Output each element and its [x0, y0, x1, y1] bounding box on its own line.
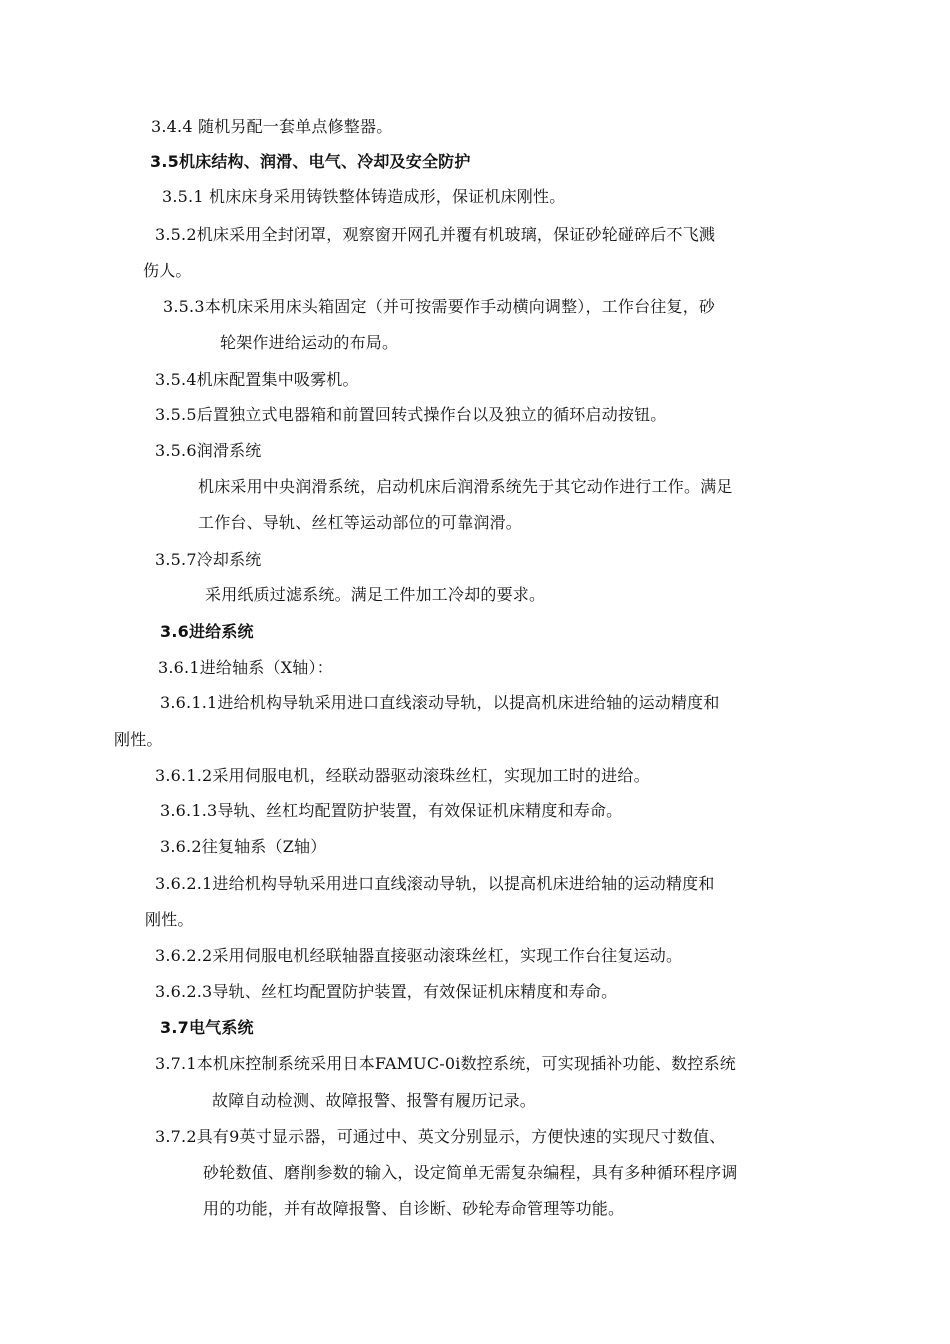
section-heading: 3.6进给系统	[160, 622, 254, 641]
section-heading: 3.5机床结构、润滑、电气、冷却及安全防护	[150, 152, 471, 171]
text-line: 3.5.2机床采用全封闭罩，观察窗开网孔并覆有机玻璃，保证砂轮碰碎后不飞溅	[155, 225, 716, 244]
text-line: 砂轮数值、磨削参数的输入，设定简单无需复杂编程，具有多种循环程序调	[203, 1163, 738, 1182]
text-line: 3.6.1.1进给机构导轨采用进口直线滚动导轨，以提高机床进给轴的运动精度和	[160, 693, 720, 712]
text-line: 3.6.1进给轴系（X轴）：	[158, 658, 333, 677]
text-line: 3.7.2具有9英寸显示器，可通过中、英文分别显示，方便快速的实现尺寸数值、	[155, 1127, 726, 1146]
text-line: 3.5.5后置独立式电器箱和前置回转式操作台以及独立的循环启动按钮。	[155, 405, 667, 424]
text-line: 采用纸质过滤系统。满足工件加工冷却的要求。	[205, 585, 546, 604]
text-line: 3.6.1.3导轨、丝杠均配置防护装置，有效保证机床精度和寿命。	[160, 801, 623, 820]
text-line: 刚性。	[114, 730, 163, 749]
text-line: 机床采用中央润滑系统，启动机床后润滑系统先于其它动作进行工作。满足	[198, 477, 733, 496]
text-line: 3.5.4机床配置集中吸雾机。	[155, 370, 359, 389]
text-line: 轮架作进给运动的布局。	[220, 333, 399, 352]
text-line: 3.5.6润滑系统	[155, 441, 262, 460]
text-line: 故障自动检测、故障报警、报警有履历记录。	[212, 1091, 537, 1110]
section-heading: 3.7电气系统	[160, 1018, 254, 1037]
text-line: 3.5.1 机床床身采用铸铁整体铸造成形，保证机床刚性。	[162, 187, 566, 206]
text-line: 3.6.2.1进给机构导轨采用进口直线滚动导轨，以提高机床进给轴的运动精度和	[155, 874, 715, 893]
text-line: 刚性。	[145, 910, 194, 929]
text-line: 3.5.7冷却系统	[155, 550, 262, 569]
text-line: 用的功能，并有故障报警、自诊断、砂轮寿命管理等功能。	[203, 1199, 625, 1218]
text-line: 工作台、导轨、丝杠等运动部位的可靠润滑。	[198, 513, 523, 532]
text-line: 3.4.4 随机另配一套单点修整器。	[151, 117, 393, 136]
text-line: 3.7.1本机床控制系统采用日本FAMUC-0i数控系统，可实现插补功能、数控系统	[155, 1054, 736, 1073]
text-line: 3.5.3本机床采用床头箱固定（并可按需要作手动横向调整），工作台往复，砂	[163, 297, 716, 316]
text-line: 3.6.2往复轴系（Z轴）	[160, 837, 327, 856]
text-line: 3.6.1.2采用伺服电机，经联动器驱动滚珠丝杠，实现加工时的进给。	[155, 766, 650, 785]
text-line: 伤人。	[143, 261, 192, 280]
text-line: 3.6.2.3导轨、丝杠均配置防护装置，有效保证机床精度和寿命。	[155, 982, 618, 1001]
text-line: 3.6.2.2采用伺服电机经联轴器直接驱动滚珠丝杠，实现工作台往复运动。	[155, 946, 683, 965]
